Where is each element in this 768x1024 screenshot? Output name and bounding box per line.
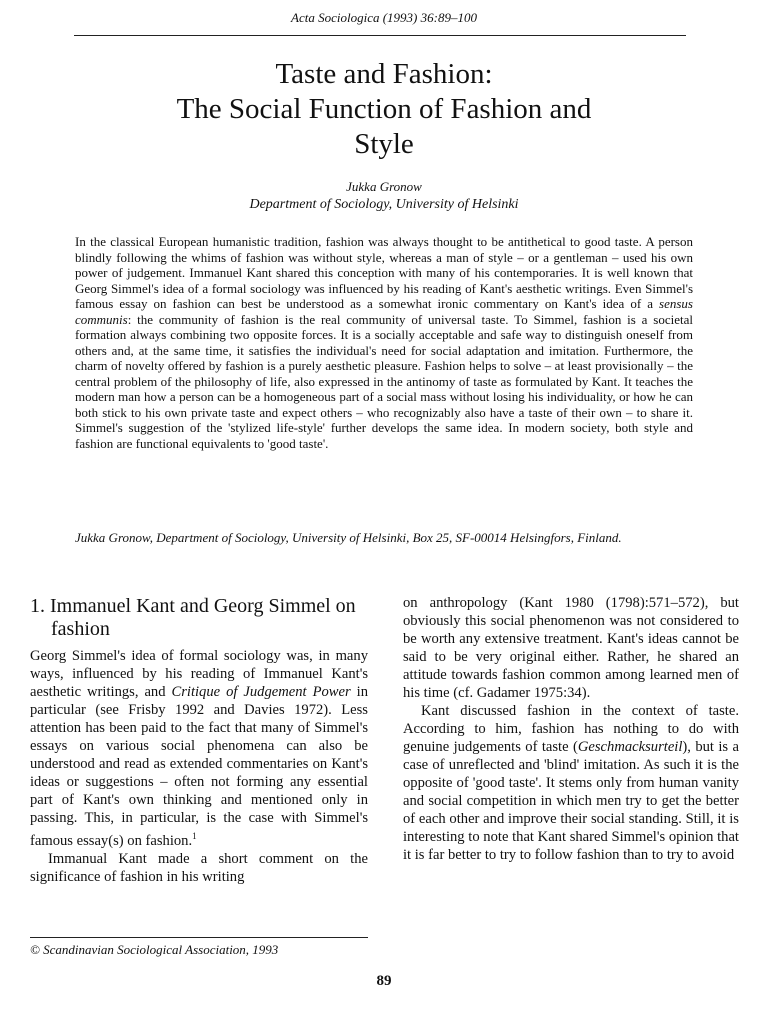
abstract-text-1: In the classical European humanistic tradition, fashion was always thought to be antithetical to good taste. A person blindly following the whims of fashion was without style, whereas a man of style – or a gentleman – used his own power of judgement. Immanuel Kant shared this conception with many of his contemporaries. It is well known that Georg Simmel's idea of a formal sociology was influenced by his reading of Kant's aesthetic writings. Even Simmel's famous essay on fashion can best be understood as a somewhat ironic commentary on Kant's idea of a (75, 234, 693, 311)
journal-header: Acta Sociologica (1993) 36:89–100 (291, 10, 477, 25)
author-address: Jukka Gronow, Department of Sociology, University of Helsinki, Box 25, SF-00014 Helsingfors, Finland. (75, 530, 622, 545)
footer-rule (30, 937, 368, 938)
abstract-text-2: : the community of fashion is the real community of universal taste. To Simmel, fashion is a societal formation always combining two opposite forces. It is a socially acceptable and safe way to distinguish oneself from others and, at the same time, it satisfies the individual's need for social adaptation and imitation. Furthermore, the charm of novelty offered by fashion is a purely aesthetic pleasure. Fashion helps to solve – at least provisionally – the central problem of the philosophy of life, also expressed in the antinomy of taste as formulated by Kant. It teaches the modern man how a person can be a homogeneous part of a social mass without losing his individuality, or how he can both stick to his own private taste and expect others – who recognizably also have a taste of their own – to share it. Simmel's suggestion of the 'stylized life-style' further develops the same idea. In modern society, both style and fashion are functional equivalents to 'good taste'. (75, 311, 693, 451)
left-paragraph-2: Immanual Kant made a short comment on the significance of fashion in his writing (30, 850, 368, 885)
right-paragraph-1: on anthropology (Kant 1980 (1798):571–572), but obviously this social phenomenon was not considered to be worth any extensive treatment. Kant's ideas cannot be said to be very original either. Rather, he shared an attitude towards fashion common among learned men of his time (cf. Gadamer 1975:34). (403, 595, 739, 701)
left-p1-text-b: in particular (see Frisby 1992 and Davies 1972). Less attention has been paid to the fact that many of Simmel's essays on various social phenomena can also be understood and read as extended commentaries on Kant's ideas or suggestions – often not forming any essential part of Kant's own thinking and mentioned only in passing. This, in particular, is the case with Simmel's famous essay(s) on fashion. (30, 684, 368, 849)
right-column (403, 594, 739, 864)
right-paragraph-2 (403, 702, 739, 864)
copyright-notice: © Scandinavian Sociological Association, 1993 (30, 942, 279, 957)
right-p2-emphasis: Geschmacksurteil (577, 739, 683, 755)
right-p2-text-a: Kant discussed fashion in the context of taste. According to him, fashion has nothing to do with genuine judgements of taste ( (403, 703, 739, 755)
title-line-2: The Social Function of Fashion and (176, 93, 592, 125)
author-affiliation: Department of Sociology, University of Helsinki (249, 197, 519, 212)
abstract-emphasis: sensus communis (75, 296, 693, 327)
title-line-1: Taste and Fashion: (275, 58, 493, 90)
abstract (75, 234, 693, 451)
left-p1-text-a: Georg Simmel's idea of formal sociology was, in many ways, influenced by his reading of Immanuel Kant's aesthetic writings, and (30, 648, 368, 700)
left-paragraph-1 (30, 647, 368, 850)
header-rule (74, 35, 686, 36)
right-p2-text-b: ), but is a case of unreflected and 'blind' imitation. As such it is the opposite of 'good taste'. It stems only from human vanity and social competition in which men try to get the better of each other and improve their social standing. Still, it is interesting to note that Kant shared Simmel's opinion that it is far better to try to follow fashion than to try to avoid (403, 739, 739, 863)
left-column (30, 595, 368, 886)
article-title (60, 57, 708, 162)
author-name: Jukka Gronow (346, 179, 422, 194)
title-line-3: Style (354, 128, 414, 160)
left-p1-emphasis: Critique of Judgement Power (171, 684, 351, 700)
footnote-marker[interactable]: 1 (192, 831, 197, 841)
section-heading: 1. Immanuel Kant and Georg Simmel on fashion (30, 595, 356, 640)
page-number: 89 (376, 973, 392, 989)
